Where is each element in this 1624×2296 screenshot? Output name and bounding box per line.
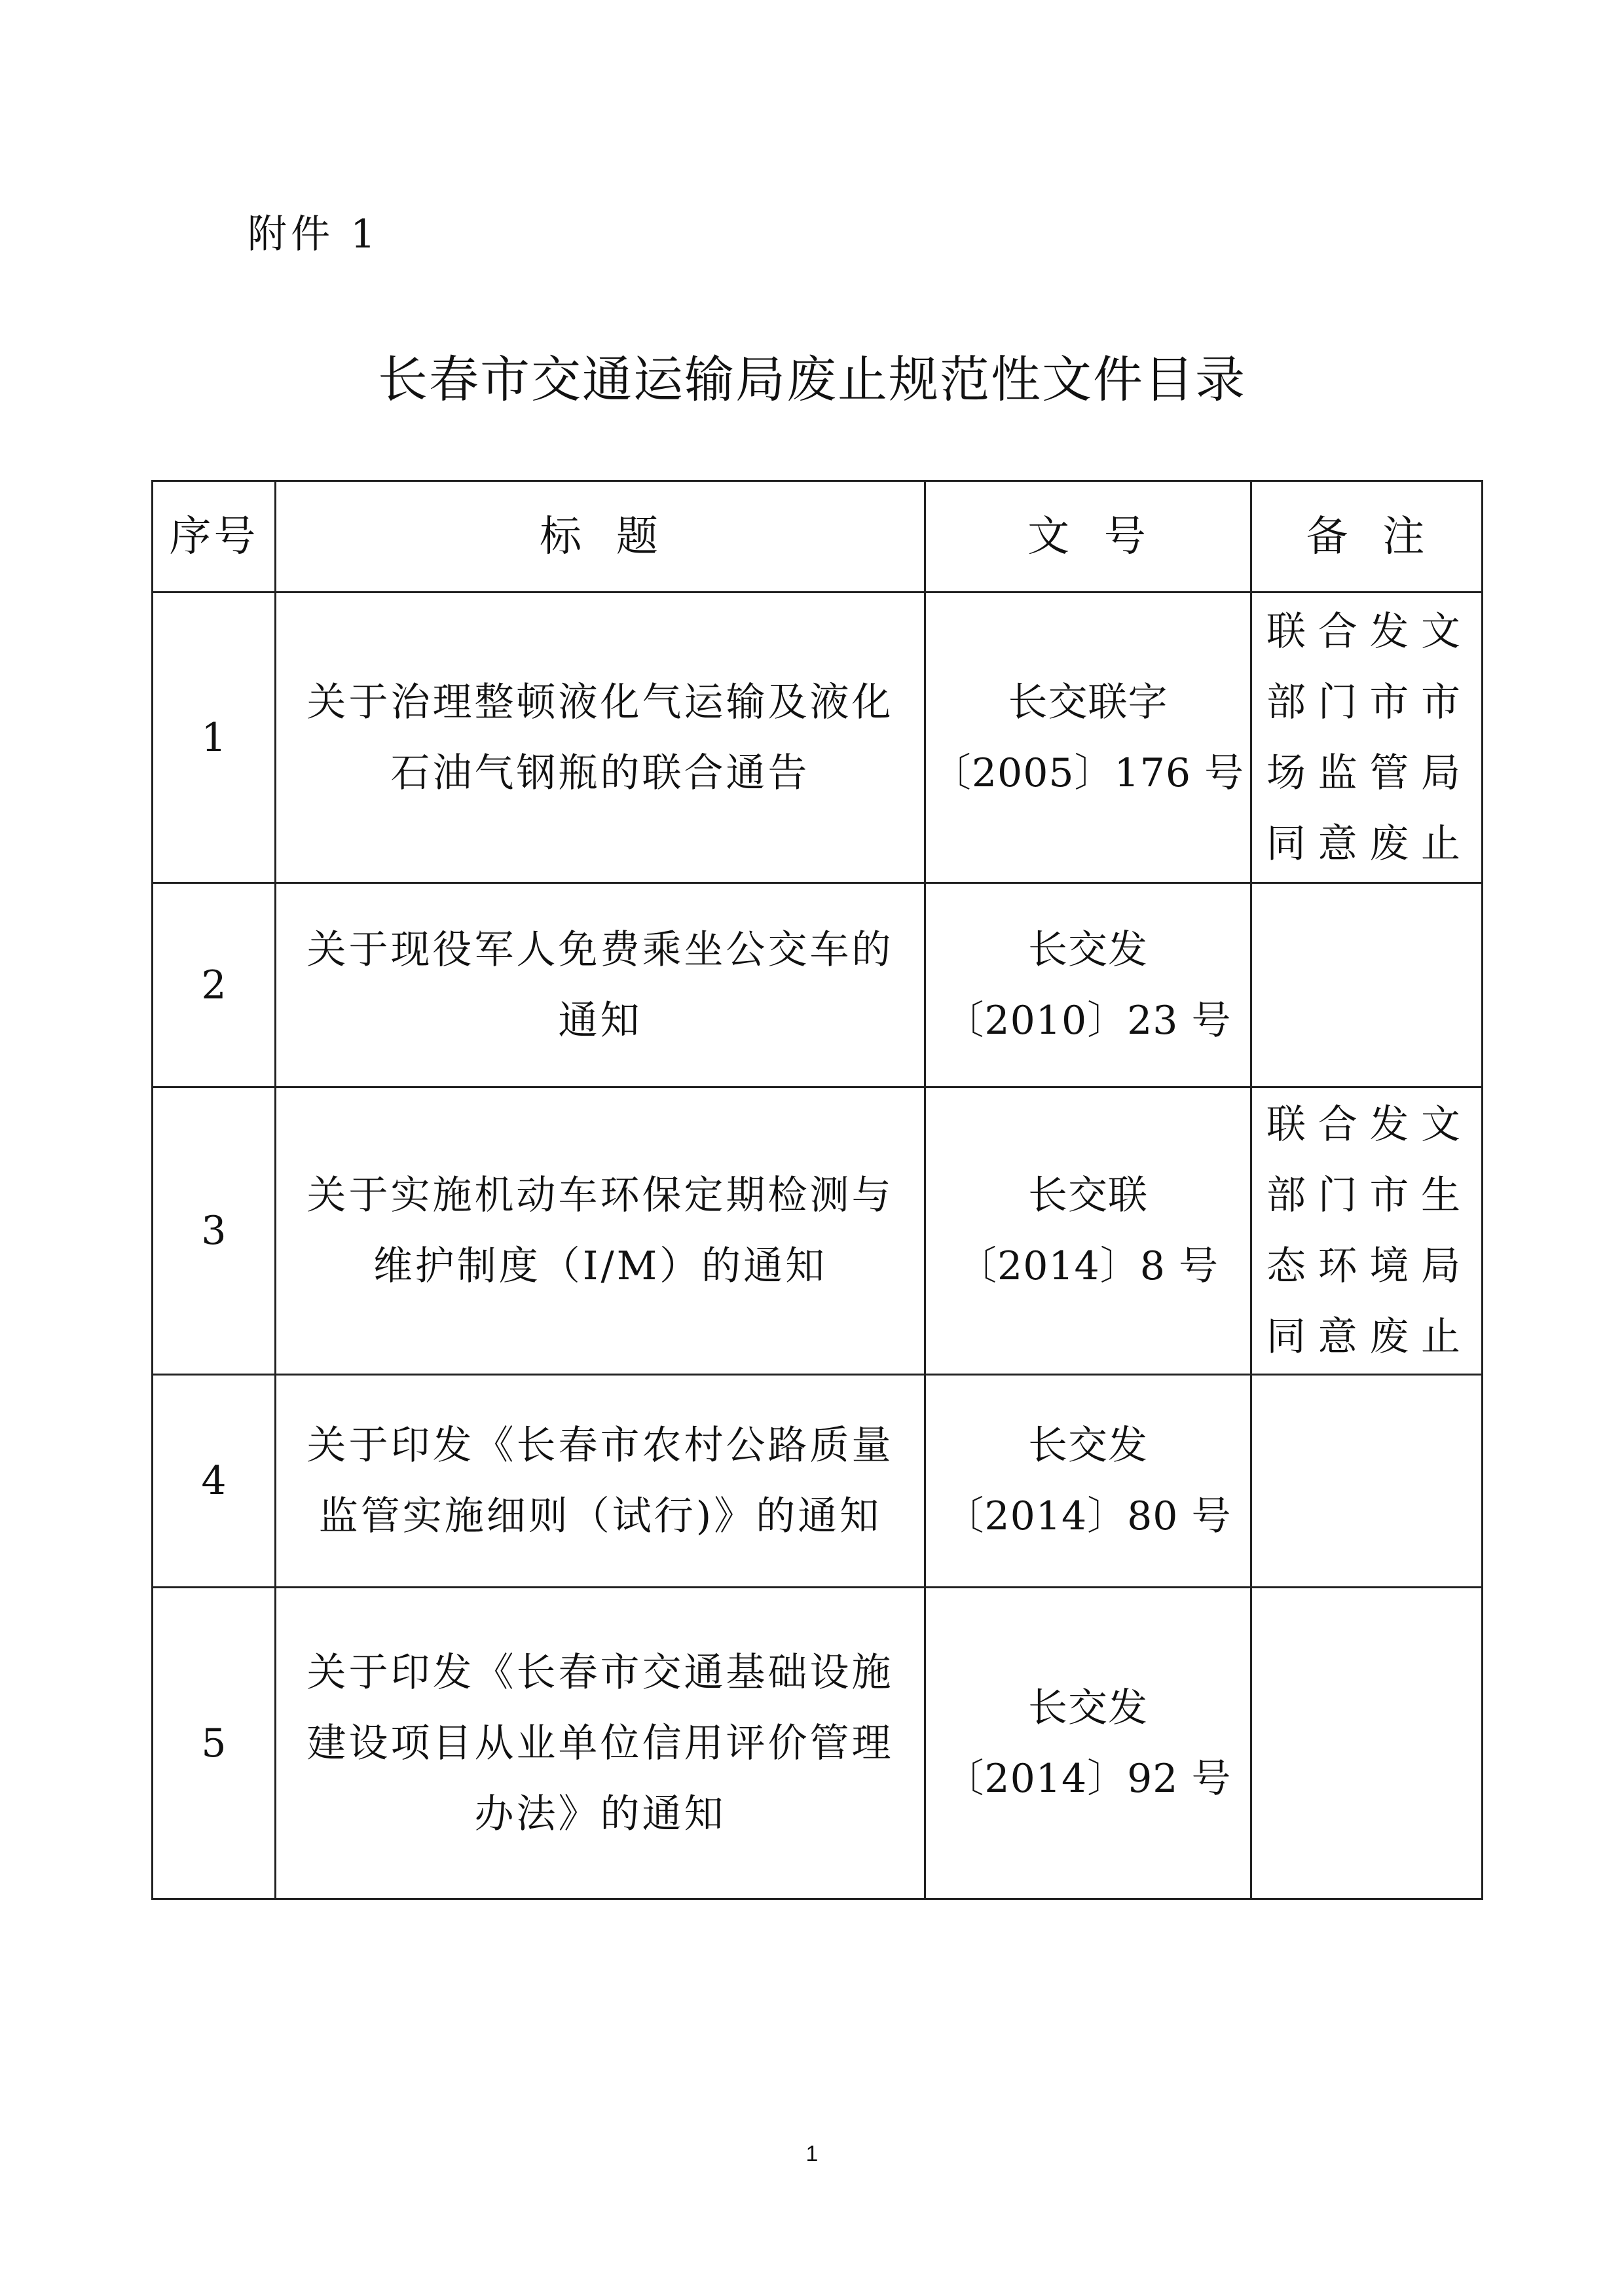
row-note-line: 联合发文: [1266, 1102, 1467, 1148]
row-number: 2: [153, 883, 276, 1087]
row-title-line: 办法》的通知: [474, 1791, 726, 1837]
row-note: [1251, 1588, 1483, 1899]
row-title-line: 关于现役军人免费乘坐公交车的: [306, 926, 894, 973]
row-title: [276, 883, 925, 1087]
row-title-line: 关于印发《长春市农村公路质量: [306, 1423, 894, 1468]
row-note-line: 场监管局: [1266, 750, 1467, 796]
row-doc-no-line: 长交发: [1028, 1685, 1148, 1731]
row-number: 4: [153, 1375, 276, 1588]
table-row: [153, 592, 1483, 883]
row-note-line: 同意废止: [1266, 1314, 1467, 1360]
row-doc-no-line: 〔2010〕23 号: [944, 997, 1232, 1044]
row-title-line: 关于治理整顿液化气运输及液化: [306, 679, 894, 725]
row-title: [276, 1588, 925, 1899]
row-title-line: 关于实施机动车环保定期检测与: [306, 1173, 894, 1218]
attachment-label: 附件 1: [248, 211, 380, 257]
row-title-line: 维护制度（I/M）的通知: [373, 1243, 828, 1289]
row-doc-no: [925, 1375, 1251, 1588]
row-title-line: 通知: [558, 997, 642, 1044]
row-note-line: 部门市市: [1266, 679, 1467, 725]
row-note-line: 同意废止: [1266, 820, 1467, 867]
page-number: 1: [805, 2141, 819, 2166]
table-row: [153, 883, 1483, 1087]
row-title-line: 关于印发《长春市交通基础设施: [306, 1649, 894, 1696]
row-title: [276, 1087, 925, 1375]
row-title-line: 建设项目从业单位信用评价管理: [306, 1720, 894, 1766]
row-title: [276, 592, 925, 883]
header-doc-no: 文 号: [925, 481, 1251, 592]
row-number: 3: [153, 1087, 276, 1375]
header-no: 序号: [153, 481, 276, 592]
row-note-line: 态环境局: [1266, 1243, 1467, 1289]
row-doc-no-line: 长交发: [1028, 1423, 1148, 1468]
row-doc-no-line: 〔2014〕92 号: [944, 1755, 1232, 1802]
row-number: 5: [153, 1588, 276, 1899]
header-note: 备 注: [1251, 481, 1483, 592]
table-row: [153, 1375, 1483, 1588]
row-title: [276, 1375, 925, 1588]
row-doc-no: [925, 1087, 1251, 1375]
row-number: 1: [153, 592, 276, 883]
row-note-line: 部门市生: [1266, 1173, 1467, 1218]
repealed-documents-table: [151, 480, 1483, 1900]
header-title: 标 题: [276, 481, 925, 592]
row-title-line: 监管实施细则（试行)》的通知: [318, 1493, 882, 1539]
table-header-row: [153, 481, 1483, 592]
row-doc-no-line: 长交联字: [1008, 679, 1168, 725]
row-doc-no-line: 〔2014〕80 号: [944, 1493, 1232, 1539]
row-doc-no-line: 长交联: [1028, 1173, 1148, 1218]
document-title: 长春市交通运输局废止规范性文件目录: [378, 350, 1246, 409]
row-doc-no: [925, 592, 1251, 883]
table-row: [153, 1087, 1483, 1375]
table-row: [153, 1588, 1483, 1899]
row-doc-no-line: 〔2005〕176 号: [931, 750, 1245, 796]
row-note: [1251, 1375, 1483, 1588]
row-doc-no: [925, 883, 1251, 1087]
row-note: [1251, 1087, 1483, 1375]
row-note-line: 联合发文: [1266, 608, 1467, 655]
row-doc-no-line: 长交发: [1028, 926, 1148, 973]
row-doc-no: [925, 1588, 1251, 1899]
row-note: [1251, 883, 1483, 1087]
row-doc-no-line: 〔2014〕8 号: [957, 1243, 1219, 1289]
row-note: [1251, 592, 1483, 883]
row-title-line: 石油气钢瓶的联合通告: [390, 750, 810, 796]
